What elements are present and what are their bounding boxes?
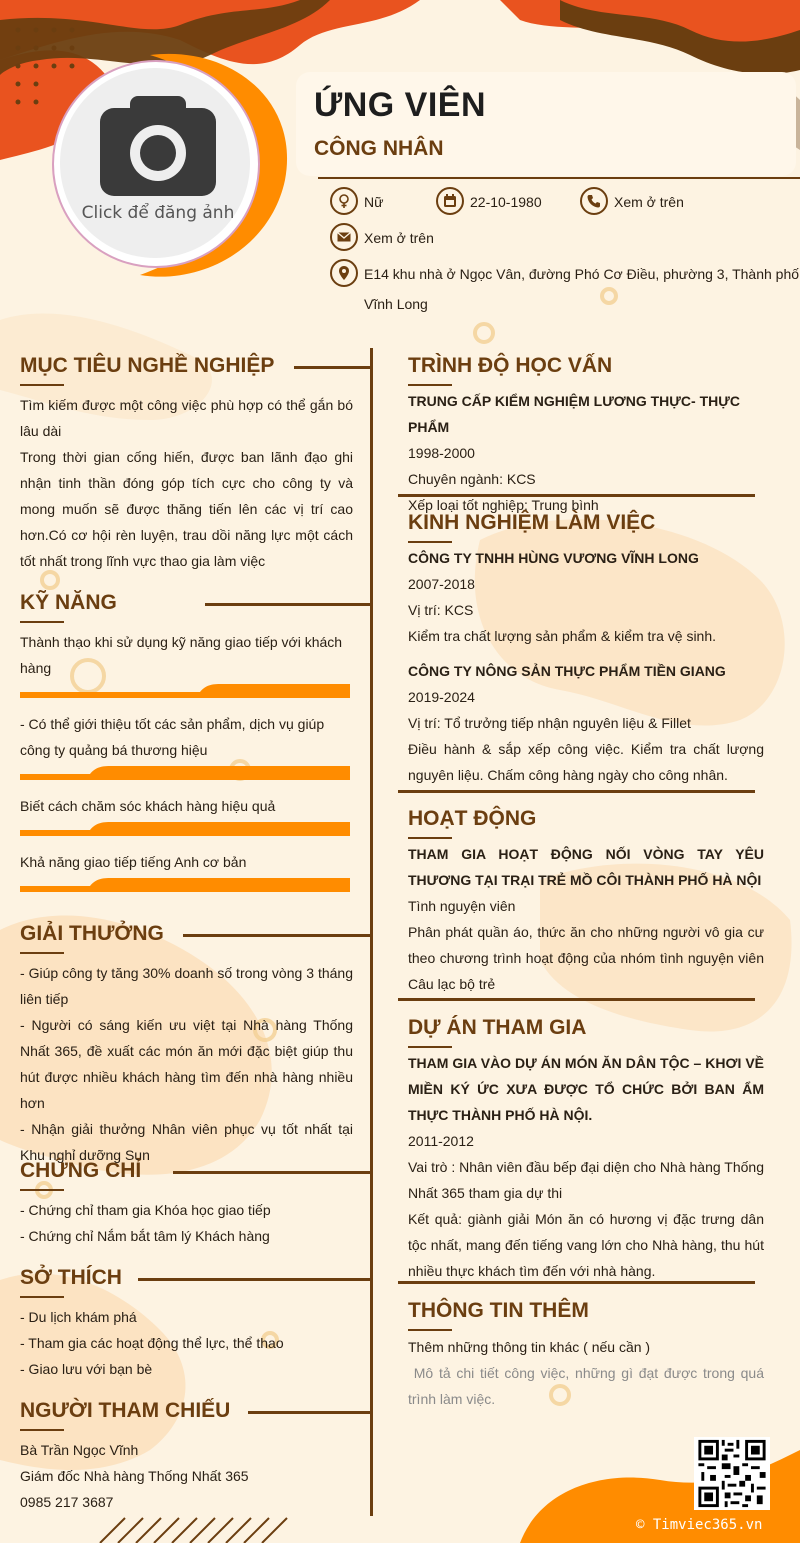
hobbies-underline: [20, 1296, 64, 1298]
reference-position: Giám đốc Nhà hàng Thống Nhất 365: [20, 1468, 249, 1484]
projects-title[interactable]: DỰ ÁN THAM GIA: [408, 1016, 587, 1039]
reference-name: Bà Trần Ngọc Vĩnh: [20, 1442, 139, 1458]
reference-phone: 0985 217 3687: [20, 1494, 114, 1510]
awards-title[interactable]: GIẢI THƯỞNG: [20, 922, 164, 945]
job-1-position: Vị trí: KCS: [408, 602, 474, 618]
birthday-value[interactable]: 22-10-1980: [470, 194, 542, 210]
location-icon: [330, 259, 358, 287]
skill-item-3[interactable]: Biết cách chăm sóc khách hàng hiệu quả: [20, 798, 276, 814]
activities-title[interactable]: HOẠT ĐỘNG: [408, 807, 537, 830]
skill-bar-1: [20, 684, 350, 698]
education-grade: Xếp loại tốt nghiệp: Trung bình: [408, 497, 599, 513]
skill-bar-2: [20, 766, 350, 780]
certificate-item-1: - Chứng chỉ tham gia Khóa học giao tiếp: [20, 1202, 271, 1218]
skills-rule: [205, 603, 370, 606]
hobbies-list[interactable]: [20, 1304, 353, 1382]
job-2-position: Vị trí: Tổ trưởng tiếp nhận nguyên liệu & Fillet: [408, 715, 691, 731]
activity-name: THAM GIA HOẠT ĐỘNG NỐI VÒNG TAY YÊU THƯƠNG TẠI TRẠI TRẺ MỒ CÔI THÀNH PHỐ HÀ NỘI: [408, 846, 764, 888]
references-list[interactable]: [20, 1437, 353, 1515]
email-icon: [330, 223, 358, 251]
upload-photo-label[interactable]: Click để đăng ảnh: [81, 203, 235, 223]
experience-job-1[interactable]: [408, 545, 764, 649]
experience-job-2[interactable]: [408, 658, 764, 788]
additional-line-2: Mô tả chi tiết công việc, những gì đạt được trong quá trình làm việc.: [408, 1365, 768, 1407]
activities-block[interactable]: [408, 841, 764, 997]
copyright-text: © Timviec365.vn: [636, 1517, 763, 1533]
candidate-name[interactable]: ỨNG VIÊN: [314, 86, 487, 124]
certificates-title[interactable]: CHỨNG CHỈ: [20, 1159, 142, 1182]
award-item-1: - Giúp công ty tăng 30% doanh số trong vòng 3 tháng liên tiếp: [20, 965, 353, 1007]
projects-underline: [408, 1046, 452, 1048]
education-title[interactable]: TRÌNH ĐỘ HỌC VẤN: [408, 354, 613, 377]
education-period: 1998-2000: [408, 445, 475, 461]
gender-value[interactable]: Nữ: [364, 194, 384, 210]
candidate-title[interactable]: CÔNG NHÂN: [314, 137, 444, 160]
hobby-item-2: - Tham gia các hoạt động thể lực, thể thao: [20, 1335, 284, 1351]
skill-item-1[interactable]: Thành thạo khi sử dụng kỹ năng giao tiếp với khách hàng: [20, 634, 343, 676]
column-divider: [370, 348, 373, 1516]
address-value[interactable]: [364, 261, 800, 317]
skills-underline: [20, 621, 64, 623]
skill-bar-4: [20, 878, 350, 892]
experience-divider: [398, 790, 755, 793]
education-major: Chuyên ngành: KCS: [408, 471, 536, 487]
hobby-item-3: - Giao lưu với bạn bè: [20, 1361, 153, 1377]
experience-title[interactable]: KINH NGHIỆM LÀM VIỆC: [408, 511, 656, 534]
email-value[interactable]: Xem ở trên: [364, 230, 434, 246]
additional-underline: [408, 1329, 452, 1331]
certificates-list[interactable]: [20, 1197, 353, 1249]
hobbies-rule: [138, 1278, 370, 1281]
projects-block[interactable]: [408, 1050, 764, 1284]
objective-title[interactable]: MỤC TIÊU NGHỀ NGHIỆP: [20, 354, 275, 377]
education-block[interactable]: [408, 388, 764, 518]
activity-description: Phân phát quần áo, thức ăn cho những người vô gia cư theo chương trình hoạt động của nhóm tình nguyện viên Câu lạc bộ trẻ: [408, 924, 764, 992]
job-2-period: 2019-2024: [408, 689, 475, 705]
phone-icon: [580, 187, 608, 215]
skill-item-2[interactable]: - Có thể giới thiệu tốt các sản phẩm, dịch vụ giúp công ty quảng bá thương hiệu: [20, 716, 325, 758]
references-title[interactable]: NGƯỜI THAM CHIẾU: [20, 1399, 231, 1422]
header-divider: [318, 177, 800, 179]
calendar-icon: [436, 187, 464, 215]
project-name: THAM GIA VÀO DỰ ÁN MÓN ĂN DÂN TỘC – KHƠI VỀ MIỀN KÝ ỨC XƯA ĐƯỢC TỔ CHỨC BỞI BAN ẨM THỰC THÀNH PHỐ HÀ NỘI.: [408, 1055, 764, 1123]
camera-icon: [100, 96, 216, 196]
gender-icon: [330, 187, 358, 215]
project-role: Vai trò : Nhân viên đầu bếp đại diện cho Nhà hàng Thống Nhất 365 tham gia dự thi: [408, 1159, 764, 1201]
certificates-rule: [173, 1171, 370, 1174]
activities-underline: [408, 837, 452, 839]
certificate-item-2: - Chứng chỉ Nắm bắt tâm lý Khách hàng: [20, 1228, 270, 1244]
references-underline: [20, 1429, 64, 1431]
additional-line-1: Thêm những thông tin khác ( nếu cần ): [408, 1339, 651, 1355]
address-line-2: Vĩnh Long: [364, 296, 428, 312]
education-divider: [398, 494, 755, 497]
additional-title[interactable]: THÔNG TIN THÊM: [408, 1299, 589, 1322]
hobbies-title[interactable]: SỞ THÍCH: [20, 1266, 122, 1289]
address-line-1: E14 khu nhà ở Ngọc Vân, đường Phó Cơ Điều, phường 3, Thành phố: [364, 266, 800, 282]
objective-paragraph-2: Trong thời gian cống hiến, được ban lãnh đạo ghi nhận tinh thần đóng góp tích cực cho công ty và mong muốn sẽ được thăng tiến lên các vị trí cao hơn.Có cơ hội rèn luyện, trau dồi năng lực một cách tốt nhất trong lĩnh vực thao gia làm việc: [20, 449, 353, 569]
job-1-period: 2007-2018: [408, 576, 475, 592]
objective-text[interactable]: [20, 392, 353, 574]
job-2-description: Điều hành & sắp xếp công việc. Kiểm tra chất lượng nguyên liệu. Chấm công hàng ngày cho công nhân.: [408, 741, 764, 783]
award-item-3: - Nhận giải thưởng Nhân viên phục vụ tốt nhất tại Khu nghỉ dưỡng Sun: [20, 1121, 353, 1163]
additional-block[interactable]: [408, 1334, 768, 1412]
projects-divider: [398, 1281, 755, 1284]
award-item-2: - Người có sáng kiến ưu việt tại Nhà hàng Thống Nhất 365, đề xuất các món ăn mới đặc biệt giúp thu hút được nhiều khách hàng tìm đến nhà hàng nhiều hơn: [20, 1017, 353, 1111]
objective-rule: [294, 366, 370, 369]
awards-list[interactable]: [20, 960, 353, 1168]
job-1-description: Kiểm tra chất lượng sản phẩm & kiểm tra vệ sinh.: [408, 628, 717, 644]
education-school: TRUNG CẤP KIỂM NGHIỆM LƯƠNG THỰC- THỰC PHẨM: [408, 393, 740, 435]
certificates-underline: [20, 1189, 64, 1191]
hobby-item-1: - Du lịch khám phá: [20, 1309, 137, 1325]
experience-underline: [408, 541, 452, 543]
skills-title[interactable]: KỸ NĂNG: [20, 591, 117, 614]
skill-bar-3: [20, 822, 350, 836]
job-2-company: CÔNG TY NÔNG SẢN THỰC PHẨM TIỀN GIANG: [408, 663, 726, 679]
phone-value[interactable]: Xem ở trên: [614, 194, 684, 210]
project-period: 2011-2012: [408, 1133, 474, 1149]
references-rule: [248, 1411, 370, 1414]
skill-item-4[interactable]: Khả năng giao tiếp tiếng Anh cơ bản: [20, 854, 247, 870]
project-result: Kết quả: giành giải Món ăn có hương vị đặc trưng dân tộc nhất, mang đến tiếng vang lớn cho Nhà hàng, thu hút nhiều thực khách tìm đến với nhà hàng.: [408, 1211, 764, 1279]
activity-role: Tình nguyện viên: [408, 898, 516, 914]
education-underline: [408, 384, 452, 386]
objective-underline: [20, 384, 64, 386]
awards-rule: [183, 934, 370, 937]
photo-placeholder[interactable]: [60, 68, 250, 258]
activities-divider: [398, 998, 755, 1001]
objective-paragraph-1: Tìm kiếm được một công việc phù hợp có thể gắn bó lâu dài: [20, 397, 353, 439]
job-1-company: CÔNG TY TNHH HÙNG VƯƠNG VĨNH LONG: [408, 550, 699, 566]
awards-underline: [20, 952, 64, 954]
qr-code-icon[interactable]: [694, 1437, 770, 1510]
